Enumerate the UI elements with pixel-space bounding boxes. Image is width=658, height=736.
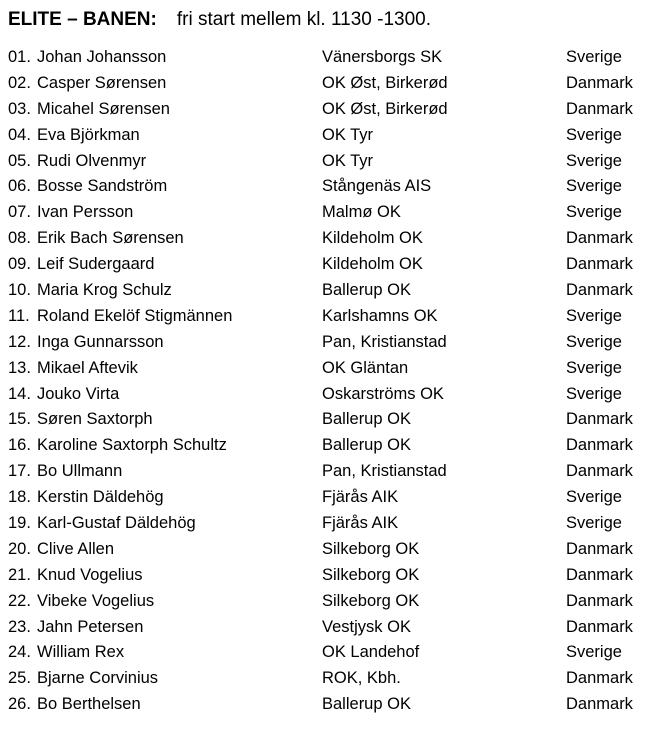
- participant-club: Silkeborg OK: [322, 591, 420, 610]
- participant-number: 05.: [8, 151, 31, 170]
- participant-number: 01.: [8, 48, 31, 66]
- participant-row: [0, 640, 658, 666]
- participant-country: Sverige: [566, 203, 622, 222]
- participant-number: 11.: [8, 306, 30, 325]
- participant-name: Clive Allen: [37, 539, 115, 558]
- participant-club: OK Tyr: [322, 125, 374, 144]
- participant-number: 26.: [8, 695, 31, 714]
- participant-row: [0, 563, 658, 589]
- participant-name: William Rex: [37, 643, 125, 662]
- participant-name: Jouko Virta: [37, 384, 120, 403]
- participant-country: Danmark: [566, 617, 633, 636]
- participant-club: Pan, Kristianstad: [322, 332, 447, 351]
- participant-club: Pan, Kristianstad: [322, 462, 447, 481]
- participant-row: [0, 537, 658, 563]
- participant-name: Bo Ullmann: [37, 462, 123, 481]
- participant-row: [0, 433, 658, 459]
- participant-number: 21.: [8, 565, 31, 584]
- participant-country: Danmark: [566, 281, 633, 300]
- participant-club: Oskarströms OK: [322, 384, 444, 403]
- start-time-note: fri start mellem kl. 1130 -1300.: [176, 9, 431, 30]
- participant-row: [0, 45, 658, 71]
- participant-number: 16.: [8, 436, 31, 455]
- participant-number: 19.: [8, 514, 31, 533]
- participant-list: [0, 45, 658, 718]
- participant-club: Fjärås AIK: [322, 514, 399, 533]
- participant-country: Sverige: [566, 358, 622, 377]
- participant-number: 18.: [8, 488, 31, 507]
- participant-row: [0, 615, 658, 641]
- participant-club: OK Øst, Birkerød: [322, 99, 448, 118]
- participant-row: [0, 149, 658, 175]
- participant-country: Danmark: [566, 73, 633, 92]
- participant-country: Sverige: [566, 125, 622, 144]
- participant-name: Johan Johansson: [37, 48, 167, 66]
- participant-country: Sverige: [566, 306, 622, 325]
- participant-row: [0, 278, 658, 304]
- page-heading: [8, 5, 431, 35]
- participant-number: 12.: [8, 332, 31, 351]
- participant-number: 22.: [8, 591, 31, 610]
- participant-club: OK Øst, Birkerød: [322, 73, 448, 92]
- participant-name: Karl-Gustaf Däldehög: [37, 514, 196, 533]
- participant-club: Silkeborg OK: [322, 539, 420, 558]
- participant-name: Micahel Sørensen: [37, 99, 170, 118]
- participant-number: 24.: [8, 643, 31, 662]
- participant-name: Casper Sørensen: [37, 73, 167, 92]
- participant-country: Danmark: [566, 462, 633, 481]
- participant-country: Sverige: [566, 643, 622, 662]
- participant-country: Danmark: [566, 410, 633, 429]
- participant-number: 06.: [8, 177, 31, 196]
- participant-name: Kerstin Däldehög: [37, 488, 164, 507]
- participant-row: [0, 330, 658, 356]
- participant-row: [0, 692, 658, 718]
- participant-row: [0, 123, 658, 149]
- participant-name: Erik Bach Sørensen: [37, 229, 184, 248]
- participant-country: Sverige: [566, 151, 622, 170]
- participant-country: Danmark: [566, 591, 633, 610]
- participant-club: Ballerup OK: [322, 410, 411, 429]
- participant-number: 14.: [8, 384, 31, 403]
- participant-row: [0, 459, 658, 485]
- participant-name: Vibeke Vogelius: [37, 591, 155, 610]
- participant-club: Stångenäs AIS: [322, 177, 432, 196]
- participant-name: Bjarne Corvinius: [37, 669, 159, 688]
- participant-name: Rudi Olvenmyr: [37, 151, 147, 170]
- participant-number: 17.: [8, 462, 31, 481]
- participant-name: Inga Gunnarsson: [37, 332, 164, 351]
- participant-name: Ivan Persson: [37, 203, 134, 222]
- participant-name: Karoline Saxtorph Schultz: [37, 436, 227, 455]
- participant-row: [0, 226, 658, 252]
- participant-club: Ballerup OK: [322, 695, 411, 714]
- page-title: ELITE – BANEN:: [8, 9, 157, 30]
- participant-row: [0, 252, 658, 278]
- participant-name: Roland Ekelöf Stigmännen: [37, 306, 233, 325]
- participant-club: Malmø OK: [322, 203, 401, 222]
- participant-number: 25.: [8, 669, 31, 688]
- participant-club: OK Landehof: [322, 643, 420, 662]
- participant-row: [0, 71, 658, 97]
- participant-number: 04.: [8, 125, 31, 144]
- participant-name: Eva Björkman: [37, 125, 140, 144]
- participant-club: OK Tyr: [322, 151, 374, 170]
- participant-number: 13.: [8, 358, 31, 377]
- participant-row: [0, 382, 658, 408]
- participant-row: [0, 666, 658, 692]
- participant-row: [0, 200, 658, 226]
- participant-club: Karlshamns OK: [322, 306, 438, 325]
- participant-row: [0, 407, 658, 433]
- participant-country: Sverige: [566, 48, 622, 66]
- participant-name: Mikael Aftevik: [37, 358, 138, 377]
- participant-name: Maria Krog Schulz: [37, 281, 172, 300]
- participant-number: 23.: [8, 617, 31, 636]
- participant-name: Leif Sudergaard: [37, 255, 155, 274]
- participant-country: Danmark: [566, 565, 633, 584]
- participant-club: Vänersborgs SK: [322, 48, 443, 66]
- participant-number: 03.: [8, 99, 31, 118]
- participant-number: 07.: [8, 203, 31, 222]
- participant-club: Kildeholm OK: [322, 255, 423, 274]
- participant-number: 10.: [8, 281, 31, 300]
- participant-number: 08.: [8, 229, 31, 248]
- participant-club: ROK, Kbh.: [322, 669, 401, 688]
- participant-country: Danmark: [566, 99, 633, 118]
- participant-name: Søren Saxtorph: [37, 410, 153, 429]
- participant-country: Sverige: [566, 384, 622, 403]
- participant-country: Danmark: [566, 255, 633, 274]
- participant-row: [0, 174, 658, 200]
- participant-name: Knud Vogelius: [37, 565, 143, 584]
- participant-country: Sverige: [566, 177, 622, 196]
- participant-club: Silkeborg OK: [322, 565, 420, 584]
- participant-country: Danmark: [566, 669, 633, 688]
- participant-row: [0, 356, 658, 382]
- participant-club: Ballerup OK: [322, 281, 411, 300]
- participant-name: Bo Berthelsen: [37, 695, 141, 714]
- participant-country: Sverige: [566, 488, 622, 507]
- participant-row: [0, 97, 658, 123]
- participant-club: Fjärås AIK: [322, 488, 399, 507]
- participant-row: [0, 511, 658, 537]
- participant-row: [0, 304, 658, 330]
- participant-country: Danmark: [566, 229, 633, 248]
- participant-number: 02.: [8, 73, 31, 92]
- participant-club: Kildeholm OK: [322, 229, 423, 248]
- participant-country: Sverige: [566, 514, 622, 533]
- participant-club: Vestjysk OK: [322, 617, 411, 636]
- participant-row: [0, 485, 658, 511]
- participant-country: Danmark: [566, 436, 633, 455]
- participant-number: 20.: [8, 539, 31, 558]
- participant-row: [0, 589, 658, 615]
- participant-country: Danmark: [566, 539, 633, 558]
- participant-club: Ballerup OK: [322, 436, 411, 455]
- participant-number: 09.: [8, 255, 31, 274]
- participant-name: Jahn Petersen: [37, 617, 144, 636]
- participant-name: Bosse Sandström: [37, 177, 168, 196]
- participant-country: Sverige: [566, 332, 622, 351]
- participant-number: 15.: [8, 410, 31, 429]
- participant-club: OK Gläntan: [322, 358, 409, 377]
- participant-country: Danmark: [566, 695, 633, 714]
